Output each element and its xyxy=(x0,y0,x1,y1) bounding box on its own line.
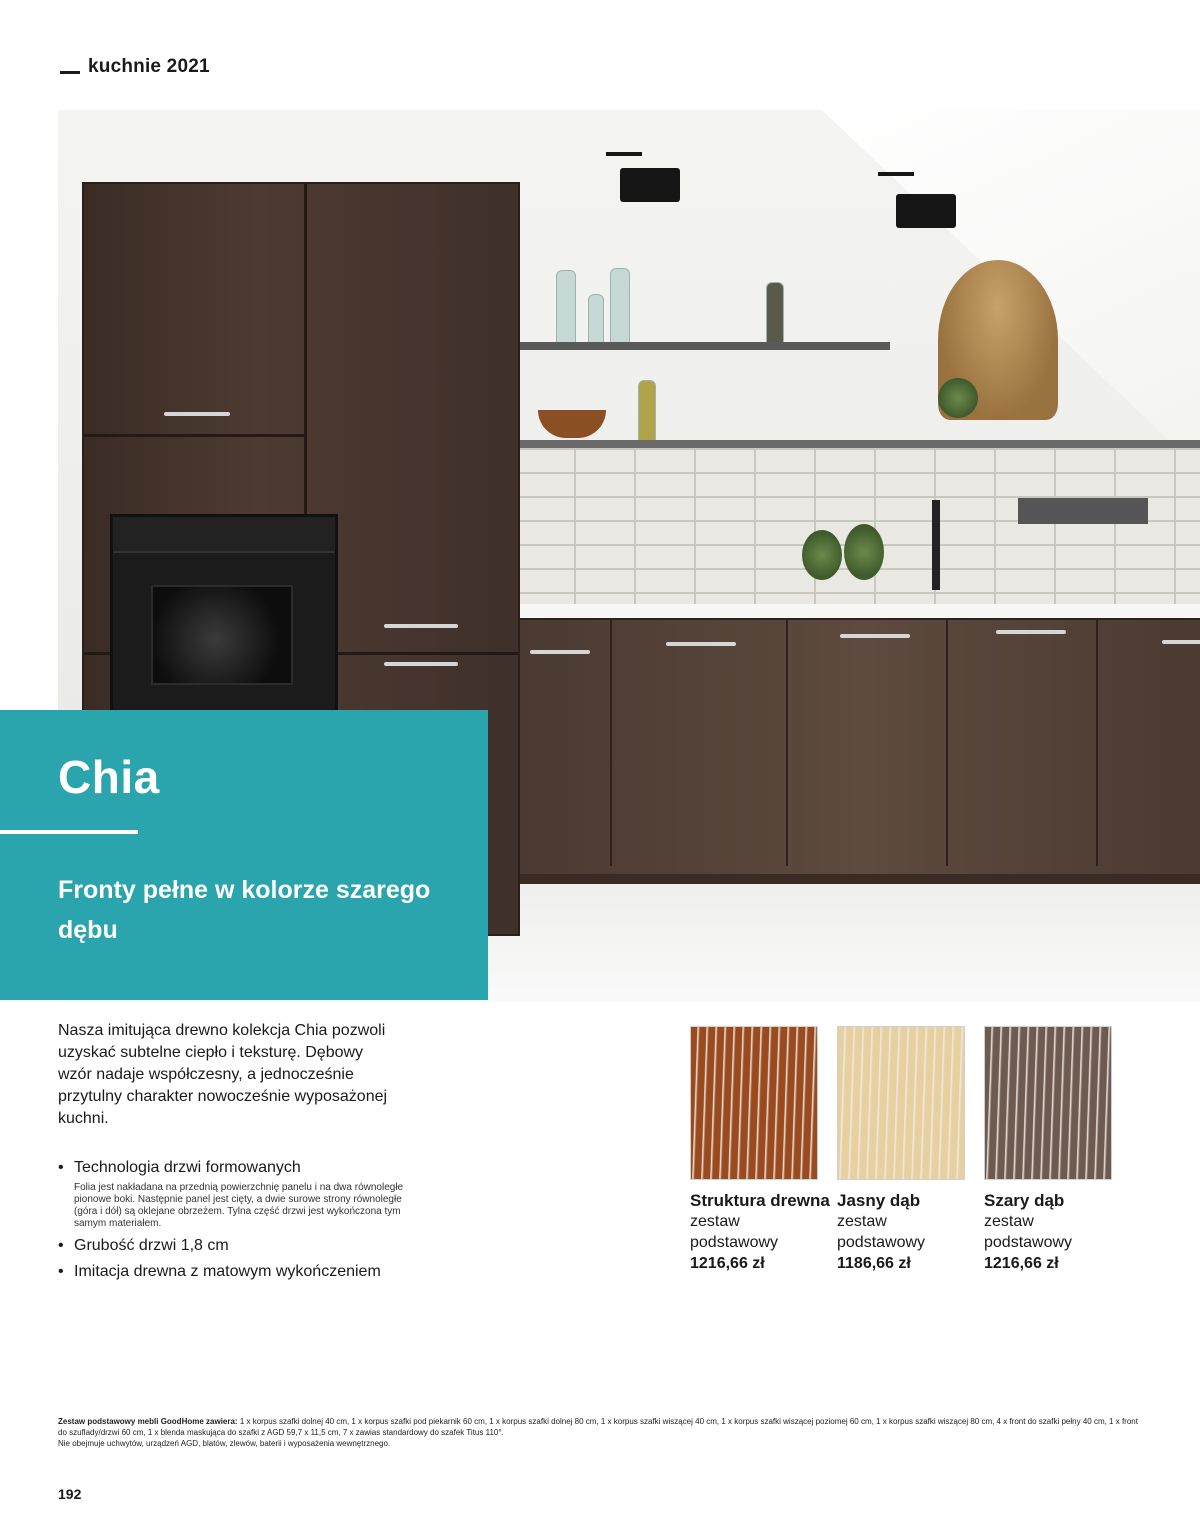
cabinet-handle xyxy=(530,650,590,654)
footnote-extra: Nie obejmuje uchwytów, urządzeń AGD, blatów, zlewów, baterii i wyposażenia wewnętrznego. xyxy=(58,1439,391,1448)
dark-bottle xyxy=(766,282,784,344)
cabinet-door xyxy=(786,620,948,866)
feature-title: • Imitacja drewna z matowym wykończeniem xyxy=(74,1263,381,1280)
cabinet-handle xyxy=(996,630,1066,634)
collection-name: Chia xyxy=(58,751,160,803)
cabinet-handle xyxy=(384,624,458,628)
swatch-set: zestaw podstawowy xyxy=(690,1213,779,1251)
swatch-label xyxy=(690,1190,830,1274)
base-cabinets xyxy=(514,618,1200,876)
cabinet-handle xyxy=(666,642,736,646)
knife-rack xyxy=(1018,498,1148,524)
small-plant xyxy=(938,378,978,418)
drawer-stack xyxy=(1096,620,1200,866)
feature-title: • Technologia drzwi formowanych xyxy=(74,1159,301,1176)
swatch-struktura-drewna xyxy=(690,1026,818,1180)
collection-subtitle: Fronty pełne w kolorze szarego dębu xyxy=(58,876,431,944)
swatch-price: 1216,66 zł xyxy=(690,1255,765,1272)
swatch-szary-dab xyxy=(984,1026,1112,1180)
intro-text: Nasza imitująca drewno kolekcja Chia pozwoli uzyskać subtelne ciepło i teksturę. Dębowy wzór nadaje współczesny, a jednocześnie przytulny charakter nowocześnie wyposażonej kuchni. xyxy=(58,1022,388,1127)
cabinet-door xyxy=(946,620,1098,866)
faucet xyxy=(932,500,940,590)
wall-lamp-arm xyxy=(878,172,914,176)
feature-list xyxy=(58,1158,418,1288)
swatch-name: Jasny dąb xyxy=(837,1191,921,1210)
page-number: 192 xyxy=(58,1486,82,1502)
wall-lamp xyxy=(896,194,956,228)
footnote-text: 1 x korpus szafki dolnej 40 cm, 1 x korpus szafki pod piekarnik 60 cm, 1 x korpus szafki dolnej 80 cm, 1 x korpus szafki wiszącej 40 cm, 1 x korpus szafki wiszącej poziomej 60 cm, 1 x korpus szafki wiszącej 80 cm, 4 x front do szafki pełny 40 cm, 1 x front do szuflady/drzwi 60 cm, 1 x blenda maskująca do szafki z AGD 59,7 x 11,5 cm, 7 x zawias standardowy do szafek Titus 110°. xyxy=(58,1417,1138,1437)
catalog-title: kuchnie 2021 xyxy=(88,56,210,77)
oil-bottle xyxy=(638,380,656,442)
header-dash xyxy=(60,71,80,74)
built-in-oven xyxy=(110,514,338,728)
cabinet-handle xyxy=(840,634,910,638)
cabinet-handle xyxy=(384,662,458,666)
feature-item xyxy=(58,1236,418,1256)
swatch-set: zestaw podstawowy xyxy=(837,1213,926,1251)
glass-bottle xyxy=(556,270,576,344)
glass-bottle xyxy=(610,268,630,344)
set-footnote xyxy=(58,1416,1148,1449)
panel-rule xyxy=(0,830,138,834)
oven-window xyxy=(151,585,293,685)
cabinet-door xyxy=(610,620,788,866)
wall-lamp-arm xyxy=(606,152,642,156)
wall-lamp xyxy=(620,168,680,202)
cabinet-handle xyxy=(164,412,230,416)
glass-bottle xyxy=(588,294,604,344)
page-header xyxy=(60,56,210,78)
lower-shelf xyxy=(514,440,1200,448)
collection-panel xyxy=(0,710,488,1000)
upper-shelf xyxy=(514,342,890,350)
feature-item xyxy=(58,1262,418,1282)
feature-note: Folia jest nakładana na przednią powierzchnię panelu i na dwa równoległe pionowe boki. Następnie panel jest cięty, a dwie surowe strony równoległe (góra i dół) są oklejane obrzeżem. Tylna część drzwi jest wykończona tym samym materiałem. xyxy=(74,1182,404,1229)
swatch-label xyxy=(984,1190,1124,1274)
swatch-name: Struktura drewna xyxy=(690,1191,830,1210)
swatch-name: Szary dąb xyxy=(984,1191,1065,1210)
feature-title: • Grubość drzwi 1,8 cm xyxy=(74,1237,229,1254)
herb-plant xyxy=(844,524,884,580)
oven-control-panel xyxy=(113,517,335,553)
feature-item xyxy=(58,1158,418,1230)
cabinet-plinth xyxy=(514,874,1200,884)
cabinet-door xyxy=(514,620,612,866)
drawer-handle xyxy=(1162,640,1200,644)
herb-plant xyxy=(802,530,842,580)
swatch-jasny-dab xyxy=(837,1026,965,1180)
footnote-lead: Zestaw podstawowy mebli GoodHome zawiera: xyxy=(58,1417,238,1426)
swatch-label xyxy=(837,1190,977,1274)
swatch-price: 1186,66 zł xyxy=(837,1255,911,1272)
swatch-price: 1216,66 zł xyxy=(984,1255,1059,1272)
swatch-set: zestaw podstawowy xyxy=(984,1213,1073,1251)
cabinet-seam xyxy=(84,434,304,437)
